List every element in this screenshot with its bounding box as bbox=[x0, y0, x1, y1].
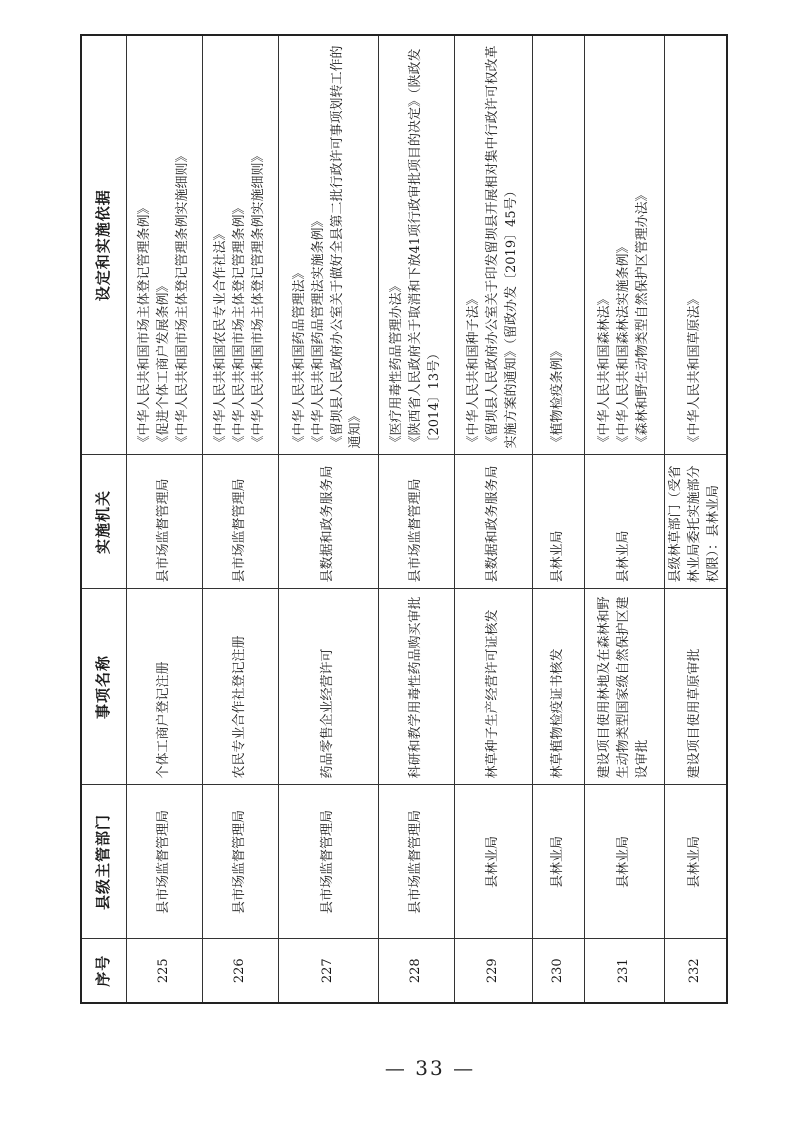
row-org: 县林业局 bbox=[585, 455, 665, 589]
table-row bbox=[533, 35, 585, 1003]
header-no: 序号 bbox=[81, 939, 127, 1003]
basis-line: 《森林和野生动物类型自然保护区管理办法》 bbox=[634, 188, 650, 449]
basis-line: 《中华人民共和国市场主体登记管理条例》 bbox=[137, 201, 153, 449]
row-item: 科研和教学用毒性药品购买审批 bbox=[379, 589, 455, 785]
row-dept: 县林业局 bbox=[585, 785, 665, 939]
row-item: 农民专业合作社登记注册 bbox=[203, 589, 279, 785]
row-org: 县市场监督管理局 bbox=[203, 455, 279, 589]
row-basis bbox=[379, 35, 455, 455]
table-row bbox=[585, 35, 665, 1003]
row-no: 232 bbox=[665, 939, 727, 1003]
table-row bbox=[203, 35, 279, 1003]
basis-line: 《中华人民共和国药品管理法》 bbox=[291, 266, 307, 449]
table-row bbox=[379, 35, 455, 1003]
row-no: 230 bbox=[533, 939, 585, 1003]
row-dept: 县林业局 bbox=[533, 785, 585, 939]
row-item: 药品零售企业经营许可 bbox=[279, 589, 379, 785]
row-org: 县市场监督管理局 bbox=[127, 455, 203, 589]
row-basis bbox=[127, 35, 203, 455]
row-org: 县级林草部门（受省林业局委托实施部分权限）：县林业局 bbox=[665, 455, 727, 589]
page-number: — 33 — bbox=[384, 1056, 476, 1080]
row-no: 231 bbox=[585, 939, 665, 1003]
rotated-content bbox=[80, 36, 722, 1004]
row-org: 县市场监督管理局 bbox=[379, 455, 455, 589]
row-item: 林草植物检疫证书核发 bbox=[533, 589, 585, 785]
basis-line: 《中华人民共和国草原法》 bbox=[686, 292, 702, 449]
table-row bbox=[127, 35, 203, 1003]
row-dept: 县市场监督管理局 bbox=[203, 785, 279, 939]
row-basis bbox=[533, 35, 585, 455]
basis-line: 《中华人民共和国森林法实施条例》 bbox=[616, 240, 632, 449]
table-header-row bbox=[81, 35, 127, 1003]
basis-line: 《植物检疫条例》 bbox=[550, 344, 566, 449]
row-no: 228 bbox=[379, 939, 455, 1003]
row-item: 建设项目使用林地及在森林和野生动物类型国家级自然保护区建设审批 bbox=[585, 589, 665, 785]
basis-line: 《中华人民共和国市场主体登记管理条例》 bbox=[232, 201, 248, 449]
basis-line: 《医疗用毒性药品管理办法》 bbox=[389, 279, 405, 449]
row-org: 县数据和政务服务局 bbox=[455, 455, 533, 589]
row-org: 县林业局 bbox=[533, 455, 585, 589]
row-item: 建设项目使用草原审批 bbox=[665, 589, 727, 785]
row-dept: 县市场监督管理局 bbox=[127, 785, 203, 939]
basis-line: 《中华人民共和国森林法》 bbox=[597, 292, 613, 449]
basis-line: 《中华人民共和国市场主体登记管理条例实施细则》 bbox=[250, 149, 266, 449]
basis-line: 《促进个体工商户发展条例》 bbox=[156, 279, 172, 449]
header-org: 实施机关 bbox=[81, 455, 127, 589]
row-no: 225 bbox=[127, 939, 203, 1003]
row-basis bbox=[279, 35, 379, 455]
row-item: 林草种子生产经营许可证核发 bbox=[455, 589, 533, 785]
row-no: 227 bbox=[279, 939, 379, 1003]
basis-line: 《中华人民共和国市场主体登记管理条例实施细则》 bbox=[174, 149, 190, 449]
basis-line: 《中华人民共和国种子法》 bbox=[466, 292, 482, 449]
row-basis bbox=[585, 35, 665, 455]
row-basis bbox=[203, 35, 279, 455]
table-row bbox=[455, 35, 533, 1003]
row-org: 县数据和政务服务局 bbox=[279, 455, 379, 589]
row-dept: 县市场监督管理局 bbox=[379, 785, 455, 939]
row-no: 226 bbox=[203, 939, 279, 1003]
rotated-page-area bbox=[80, 36, 722, 1004]
basis-line: 《留坝县人民政府办公室关于印发留坝县开展相对集中行政许可权改革实施方案的通知》（留政办发〔2019〕45号） bbox=[485, 45, 519, 449]
basis-line: 《留坝县人民政府办公室关于做好全县第二批行政许可事项划转工作的通知》 bbox=[329, 45, 364, 449]
header-dept: 县级主管部门 bbox=[81, 785, 127, 939]
table-row bbox=[665, 35, 727, 1003]
row-no: 229 bbox=[455, 939, 533, 1003]
table-row bbox=[279, 35, 379, 1003]
row-basis bbox=[455, 35, 533, 455]
row-dept: 县林业局 bbox=[455, 785, 533, 939]
basis-line: 《陕西省人民政府关于取消和下放41项行政审批项目的决定》（陕政发〔2014〕13号） bbox=[408, 48, 442, 449]
header-item: 事项名称 bbox=[81, 589, 127, 785]
header-basis: 设定和实施依据 bbox=[81, 35, 127, 455]
approval-items-table bbox=[80, 34, 728, 1004]
row-basis bbox=[665, 35, 727, 455]
basis-line: 《中华人民共和国农民专业合作社法》 bbox=[213, 227, 229, 449]
basis-line: 《中华人民共和国药品管理法实施条例》 bbox=[310, 214, 326, 449]
row-dept: 县市场监督管理局 bbox=[279, 785, 379, 939]
row-dept: 县林业局 bbox=[665, 785, 727, 939]
row-item: 个体工商户登记注册 bbox=[127, 589, 203, 785]
